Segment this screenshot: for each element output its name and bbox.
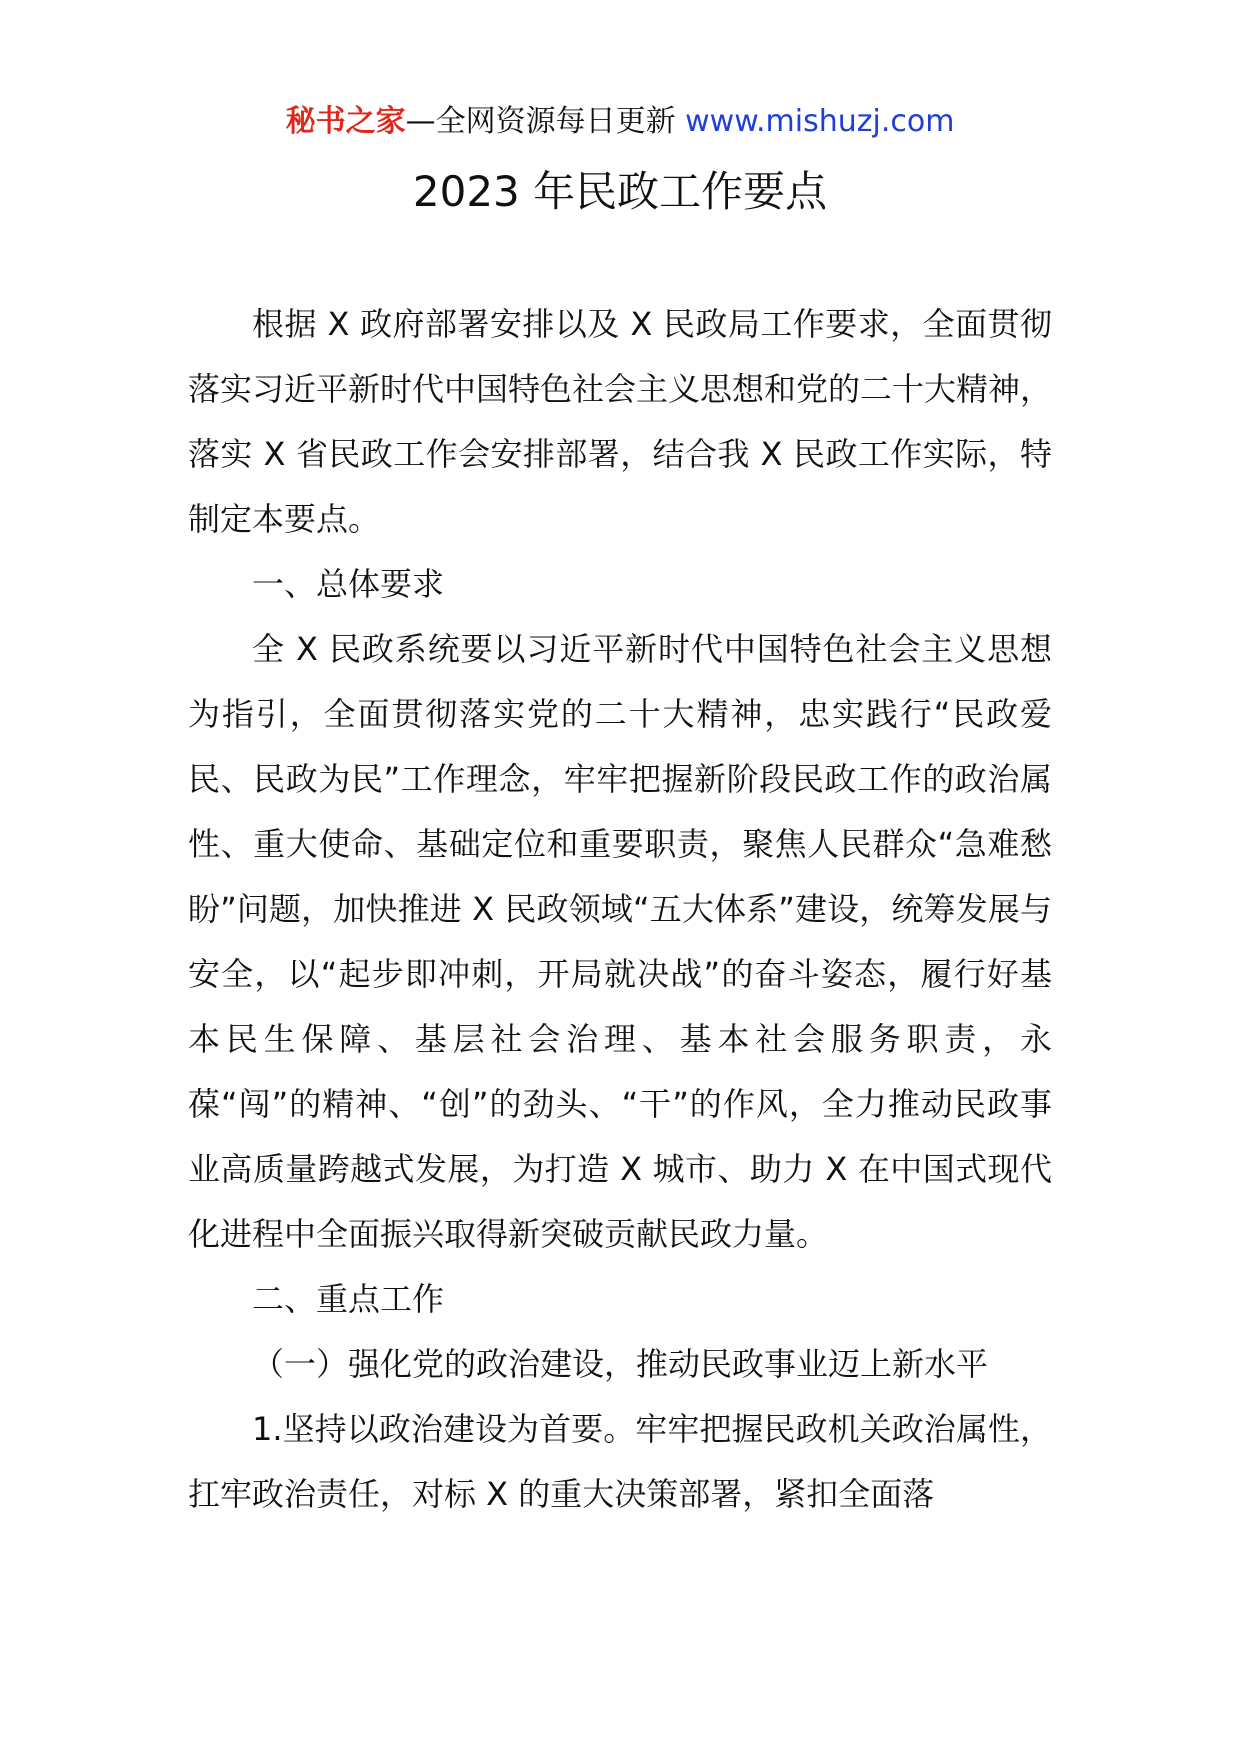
site-header [0,100,1240,144]
intro-paragraph: 根据 X 政府部署安排以及 X 民政局工作要求，全面贯彻落实习近平新时代中国特色社会主义思想和党的二十大精神，落实 X 省民政工作会安排部署，结合我 X 民政工作实际，特制定本要点。 [188,305,1053,538]
general-requirements-paragraph: 全 X 民政系统要以习近平新时代中国特色社会主义思想为指引，全面贯彻落实党的二十大精神，忠实践行“民政爱民、民政为民”工作理念，牢牢把握新阶段民政工作的政治属性、重大使命、基础定位和重要职责，聚焦人民群众“急难愁盼”问题，加快推进 X 民政领域“五大体系”建设，统筹发展与安全，以“起步即冲刺，开局就决战”的奋斗姿态，履行好基本民生保障、基层社会治理、基本社会服务职责，永葆“闯”的精神、“创”的劲头、“干”的作风，全力推动民政事业高质量跨越式发展，为打造 X 城市、助力 X 在中国式现代化进程中全面振兴取得新突破贡献民政力量。 [188,630,1052,1253]
document-body [188,292,1052,1527]
brand-name: 秘书之家 [285,104,406,139]
site-url-link[interactable]: www.mishuzj.com [685,104,955,139]
subsection-heading-1: （一）强化党的政治建设，推动民政事业迈上新水平 [252,1345,989,1383]
header-tagline: —全网资源每日更新 [405,104,676,139]
section-heading-key-work: 二、重点工作 [252,1280,445,1318]
document-title: 2023 年民政工作要点 [412,167,828,216]
section-heading-general: 一、总体要求 [252,565,445,603]
item-paragraph-1: 1.坚持以政治建设为首要。牢牢把握民政机关政治属性，扛牢政治责任，对标 X 的重大决策部署，紧扣全面落 [188,1410,1052,1513]
